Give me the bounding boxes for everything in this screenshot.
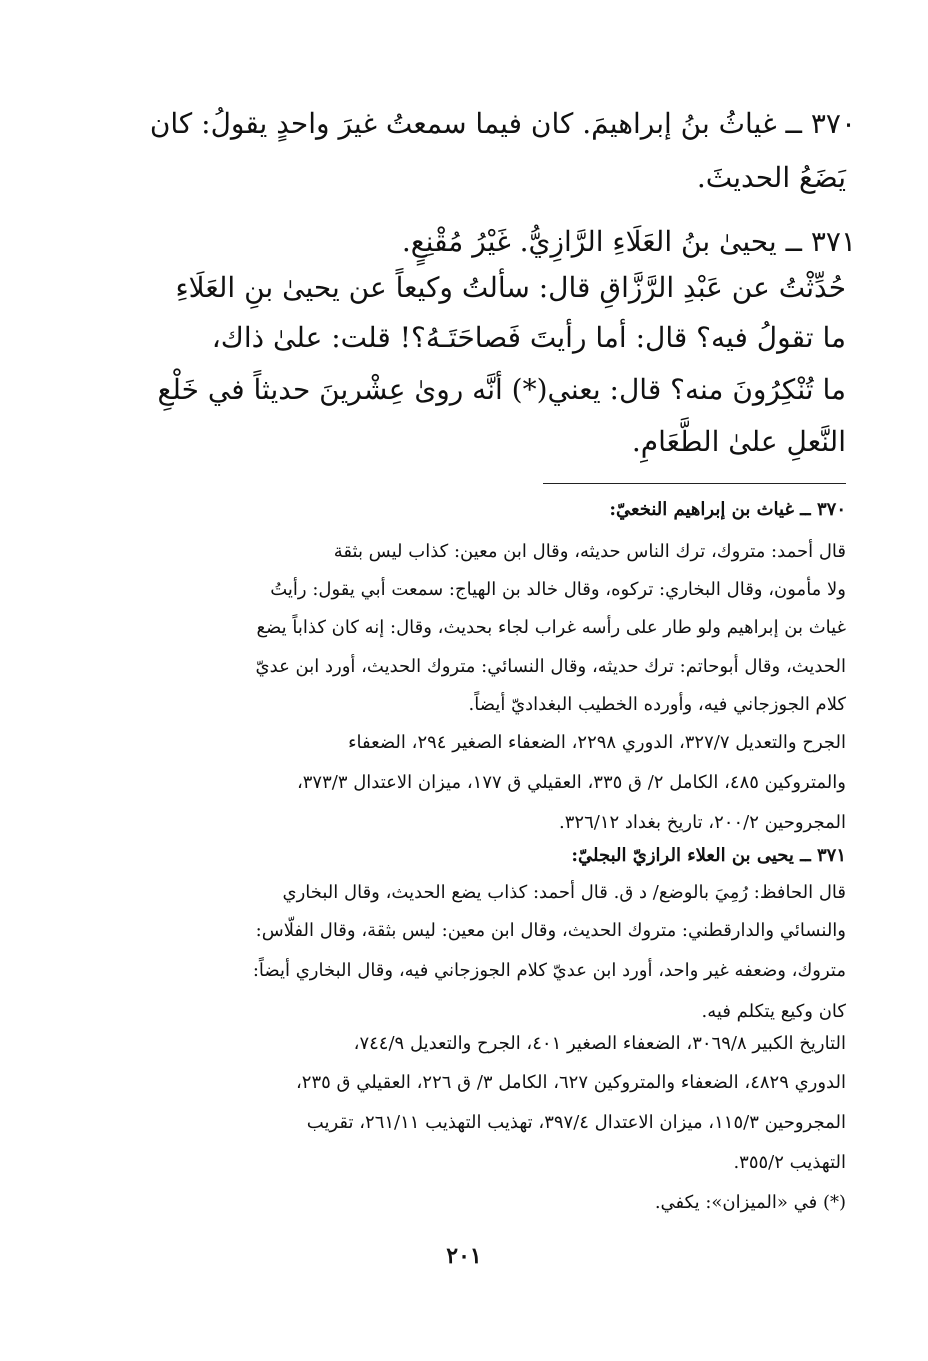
footnote-371-line-7: المجروحين ١١٥/٣، ميزان الاعتدال ٣٩٧/٤، تهذيب التهذيب ٢٦١/١١، تقريب [306, 1112, 846, 1133]
footnote-370-line-4: الحديث، وقال أبوحاتم: ترك حديثه، وقال النسائي: متروك الحديث، أورد ابن عديّ [255, 656, 846, 677]
footnote-371-line-2: والنسائي والدارقطني: متروك الحديث، وقال ابن معين: ليس بثقة، وقال الفلّاس: [255, 920, 846, 941]
footnote-370-line-1: قال أحمد: متروك، ترك الناس حديثه، وقال ابن معين: كذاب ليس بثقة [333, 541, 846, 562]
footnote-371-line-1: قال الحافظ: رُمِيَ بالوضع/ د ق. قال أحمد: كذاب يضع الحديث، وقال البخاري [282, 882, 846, 903]
footnote-separator [543, 483, 846, 484]
footnote-371-line-8: التهذيب ٣٥٥/٢. [733, 1152, 846, 1173]
footnote-370-line-5: كلام الجوزجاني فيه، وأورده الخطيب البغداديّ أيضاً. [468, 694, 846, 715]
entry-371-line-2: حُدِّثْتُ عن عَبْدِ الرَّزَّاقِ قال: سألتُ وكيعاً عن يحيىٰ بنِ العَلَاءِ [175, 271, 846, 304]
footnote-370-line-6: الجرح والتعديل ٣٢٧/٧، الدوري ٢٢٩٨، الضعفاء الصغير ٢٩٤، الضعفاء [348, 732, 846, 753]
footnote-370-line-7: والمتروكين ٤٨٥، الكامل ٢/ ق ٣٣٥، العقيلي ق ١٧٧، ميزان الاعتدال ٣٧٣/٣، [296, 772, 846, 793]
entry-371-line-4: ما تُنْكِرُونَ منه؟ قال: يعني(*) أنَّه روىٰ عِشْرينَ حديثاً في خَلْعِ [157, 373, 846, 406]
footnote-371-line-3: متروك، وضعفه غير واحد، أورد ابن عديّ كلام الجوزجاني فيه، وقال البخاري أيضاً: [252, 960, 846, 981]
footnote-370-line-8: المجروحين ٢٠٠/٢، تاريخ بغداد ٣٢٦/١٢. [559, 812, 846, 833]
entry-371-line-3: ما تقولُ فيه؟ قال: أما رأيتَ فَصاحَتَـهُ؟! قلت: علىٰ ذاك، [211, 321, 846, 354]
star-footnote: (*) في «الميزان»: يكفي. [654, 1192, 846, 1213]
page-number: ٢٠١ [446, 1243, 482, 1269]
footnote-370-line-2: ولا مأمون، وقال البخاري: تركوه، وقال خالد بن الهياج: سمعت أبي يقول: رأيتُ [270, 579, 846, 600]
footnote-371-line-5: التاريخ الكبير ٣٠٦٩/٨، الضعفاء الصغير ٤٠١، الجرح والتعديل ٧٤٤/٩، [353, 1033, 846, 1054]
entry-370-line-1: ٣٧٠ ــ غياثُ بنُ إبراهيمَ. كان فيما سمعتُ غيرَ واحدٍ يقولُ: كان [149, 107, 856, 140]
footnote-371-line-4: كان وكيع يتكلم فيه. [701, 1001, 846, 1022]
entry-371-line-5: النَّعلِ علىٰ الطَّعَامِ. [631, 425, 846, 458]
footnote-371-title: ٣٧١ ــ يحيى بن العلاء الرازيّ البجليّ: [571, 845, 846, 866]
footnote-370-title: ٣٧٠ ــ غياث بن إبراهيم النخعيّ: [609, 499, 846, 520]
footnote-370-line-3: غياث بن إبراهيم ولو طار على رأسه غراب لجاء بحديث، وقال: إنه كان كذاباً يضع [256, 617, 846, 638]
entry-371-line-1: ٣٧١ ــ يحيىٰ بنُ العَلَاءِ الرَّازِيُّ. غَيْرُ مُقْنِعٍ. [401, 225, 856, 258]
footnote-371-line-6: الدوري ٤٨٢٩، الضعفاء والمتروكين ٦٢٧، الكامل ٣/ ق ٢٢٦، العقيلي ق ٢٣٥، [295, 1072, 846, 1093]
entry-370-line-2: يَضَعُ الحديثَ. [696, 161, 846, 194]
